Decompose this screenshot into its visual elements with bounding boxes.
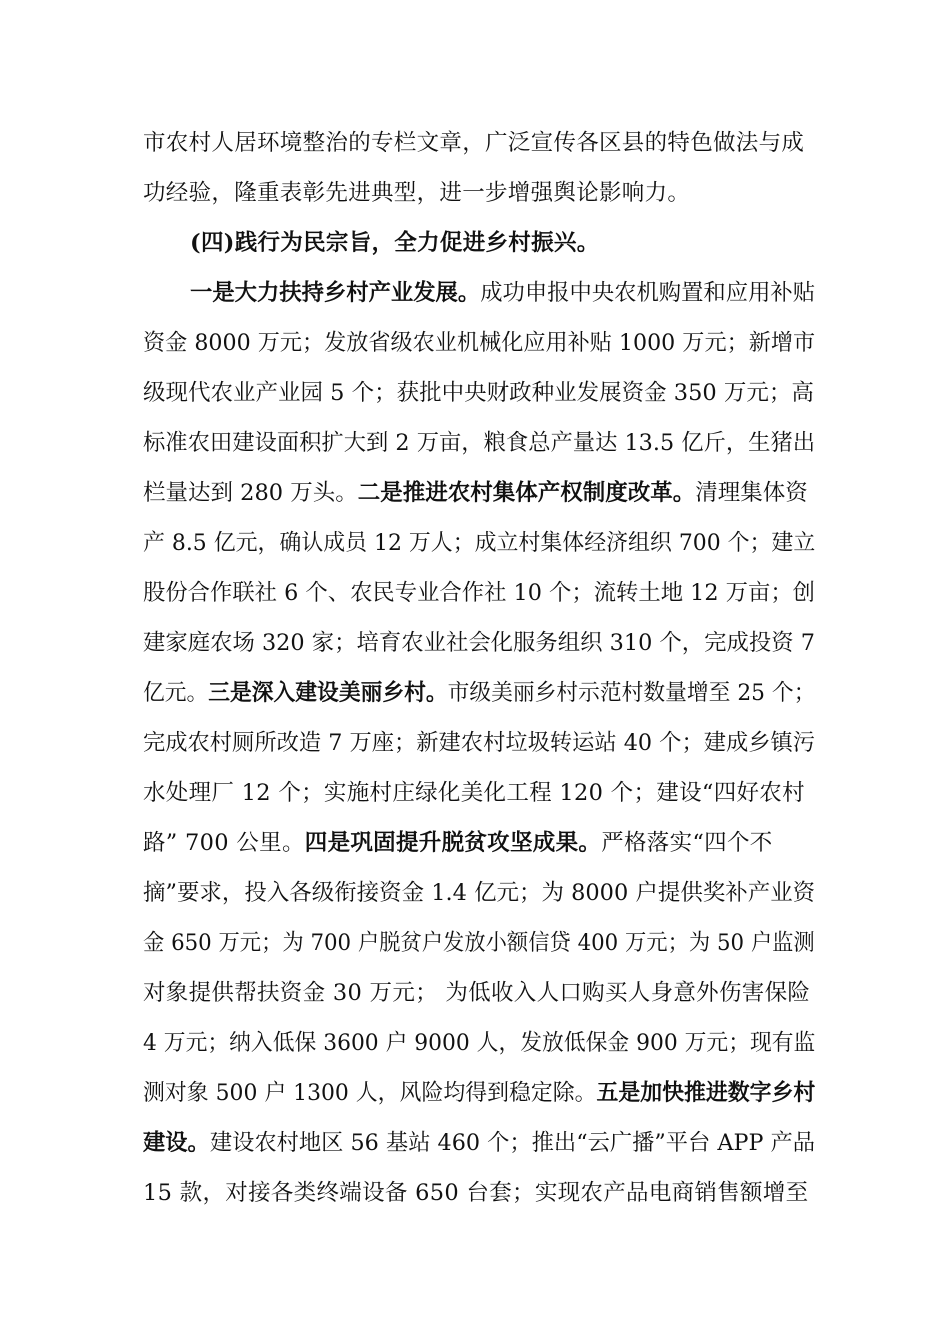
text-line	[143, 728, 816, 758]
text-line	[143, 578, 815, 608]
text-run: 级现代农业产业园 5 个；获批中央财政种业发展资金 350 万元；高	[143, 380, 814, 406]
text-line	[143, 828, 815, 858]
bold-run: 五是加快推进数字乡村	[596, 1080, 816, 1106]
bold-run: 三是深入建设美丽乡村。	[208, 680, 448, 706]
text-run: 市农村人居环境整治的专栏文章，广泛宣传各区县的特色做法与成	[143, 130, 805, 156]
text-run: 对象提供帮扶资金 30 万元； 为低收入人口购买人身意外伤害保险	[143, 980, 811, 1006]
text-run: 路” 700 公里。	[143, 830, 305, 856]
text-run: 摘”要求，投入各级衔接资金 1.4 亿元；为 8000 户提供奖补产业资	[143, 880, 816, 906]
text-line	[143, 528, 816, 558]
text-line	[143, 778, 815, 808]
text-line	[143, 328, 816, 358]
bold-run: 二是推进农村集体产权制度改革。	[357, 480, 696, 506]
text-run: 水处理厂 12 个；实施村庄绿化美化工程 120 个；建设“四好农村	[143, 780, 805, 806]
text-line	[143, 678, 816, 708]
text-line	[190, 278, 816, 308]
text-run: 功经验，隆重表彰先进典型，进一步增强舆论影响力。	[143, 180, 691, 206]
text-line	[143, 628, 815, 658]
text-line	[143, 1178, 815, 1208]
text-run: 15 款，对接各类终端设备 650 台套；实现农产品电商销售额增至	[143, 1180, 809, 1206]
text-run: 测对象 500 户 1300 人，风险均得到稳定除。	[143, 1080, 597, 1106]
text-line	[143, 378, 815, 408]
text-run: 标准农田建设面积扩大到 2 万亩，粮食总产量达 13.5 亿斤，生猪出	[143, 430, 816, 456]
text-run: 产 8.5 亿元，确认成员 12 万人；成立村集体经济组织 700 个；建立	[143, 530, 816, 556]
text-run: 建家庭农场 320 家；培育农业社会化服务组织 310 个，完成投资 7	[143, 630, 815, 656]
text-run: 完成农村厕所改造 7 万座；新建农村垃圾转运站 40 个；建成乡镇污	[143, 730, 816, 756]
bold-run: 建设。	[143, 1130, 210, 1156]
text-run: 亿元。	[143, 680, 209, 706]
text-run: 4 万元；纳入低保 3600 户 9000 人，发放低保金 900 万元；现有监	[143, 1030, 816, 1056]
text-line	[143, 1078, 816, 1108]
text-line	[143, 478, 815, 508]
text-line	[143, 928, 815, 958]
text-line	[143, 1128, 816, 1158]
text-line	[143, 128, 815, 158]
text-run: 成功申报中央农机购置和应用补贴	[480, 280, 816, 306]
bold-run: 一是大力扶持乡村产业发展。	[190, 280, 481, 306]
text-run: 金 650 万元；为 700 户脱贫户发放小额信贷 400 万元；为 50 户监测	[143, 930, 815, 956]
bold-run: 四是巩固提升脱贫攻坚成果。	[304, 830, 602, 856]
text-line	[143, 428, 816, 458]
text-line	[143, 878, 814, 908]
text-run: 资金 8000 万元；发放省级农业机械化应用补贴 1000 万元；新增市	[143, 330, 816, 356]
section-heading	[190, 228, 815, 258]
text-line	[143, 978, 815, 1008]
text-run: 股份合作联社 6 个、农民专业合作社 10 个；流转土地 12 万亩；创	[143, 580, 815, 606]
text-run: 市级美丽乡村示范村数量增至 25 个；	[447, 680, 816, 706]
text-line	[143, 1028, 816, 1058]
text-run: 栏量达到 280 万头。	[143, 480, 358, 506]
text-run: 严格落实“四个不	[601, 830, 773, 856]
text-line	[143, 178, 815, 208]
heading-text: (四)践行为民宗旨，全力促进乡村振兴。	[190, 230, 600, 256]
text-run: 建设农村地区 56 基站 460 个；推出“云广播”平台 APP 产品	[209, 1130, 816, 1156]
text-run: 清理集体资	[695, 480, 808, 506]
